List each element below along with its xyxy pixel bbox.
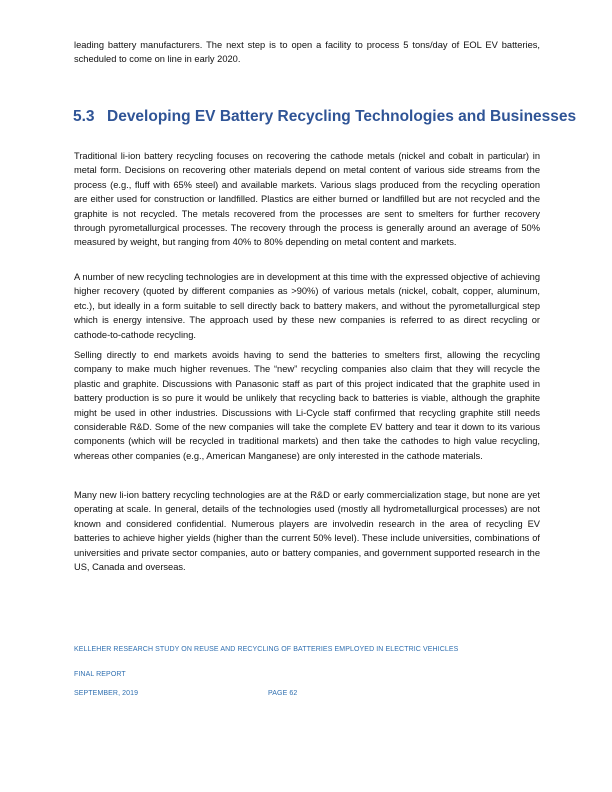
- section-title: Developing EV Battery Recycling Technologies and Businesses: [107, 108, 577, 125]
- footer-study-title: KELLEHER RESEARCH STUDY ON REUSE AND RECYCLING OF BATTERIES EMPLOYED IN ELECTRIC VEHICLES: [74, 646, 459, 653]
- footer-report-type: FINAL REPORT: [74, 671, 126, 678]
- footer-date: SEPTEMBER, 2019: [74, 690, 139, 697]
- section-number: 5.3: [73, 108, 95, 125]
- body-paragraph-2: A number of new recycling technologies are in development at this time with the expressed objective of achieving higher recovery (quoted by different companies as >90%) of various metals (nickel, cobalt, copper, aluminum, etc.), but ideally in a form suitable to sell directly back to battery makers, and without the pyrometallurgical step which is energy intensive. The approach used by these new companies is referred to as direct recycling or cathode-to-cathode recycling.: [74, 272, 540, 340]
- footer-page-number: PAGE 62: [268, 690, 298, 697]
- body-paragraph-3: Selling directly to end markets avoids having to send the batteries to smelters first, allowing the recycling company to make much higher revenues. The “new” recycling companies also claim that they will recycle the plastic and graphite. Discussions with Panasonic staff as part of this project indicated that the graphite used in battery production is so pure it would be unlikely that recycling back to batteries is viable, although the graphite might be used in other industries. Discussions with Li-Cycle staff confirmed that recycling graphite still needs considerable R&D. Some of the new companies will take the complete EV battery and tear it down to its various components (which will be recycled in traditional markets) and then take the cathodes to high value recycling, whereas other companies (e.g., American Manganese) are only interested in the cathode materials.: [74, 350, 540, 461]
- intro-paragraph: leading battery manufacturers. The next step is to open a facility to process 5 tons/day of EOL EV batteries, scheduled to come on line in early 2020.: [74, 40, 540, 65]
- section-heading: [73, 108, 577, 126]
- body-paragraph-1: Traditional li-ion battery recycling focuses on recovering the cathode metals (nickel and cobalt in particular) in metal form. Decisions on recovering other materials depend on metal content of various side streams from the process (e.g., fluff with 65% steel) and available markets. Various slags produced from the recycling operation are either used for construction or landfilled. Plastics are either burned or landfilled but are not recycled and the graphite is not recycled. The metals recovered from the processes are sent to smelters for further recovery through pyrometallurgical processes. The recovery through the process is generally around an average of 50% measured by weight, but ranging from 40% to 80% depending on metal content and markets.: [74, 151, 540, 248]
- body-paragraph-4: Many new li-ion battery recycling technologies are at the R&D or early commercialization stage, but none are yet operating at scale. In general, details of the technologies used (mostly all hydrometallurgical processes) are not known and considered confidential. Numerous players are involvedin research in the area of recycling EV batteries to achieve higher yields (higher than the current 50% level). These include universities, combinations of universities and private sector companies, auto or battery companies, and government supported research in the US, Canada and overseas.: [74, 490, 540, 573]
